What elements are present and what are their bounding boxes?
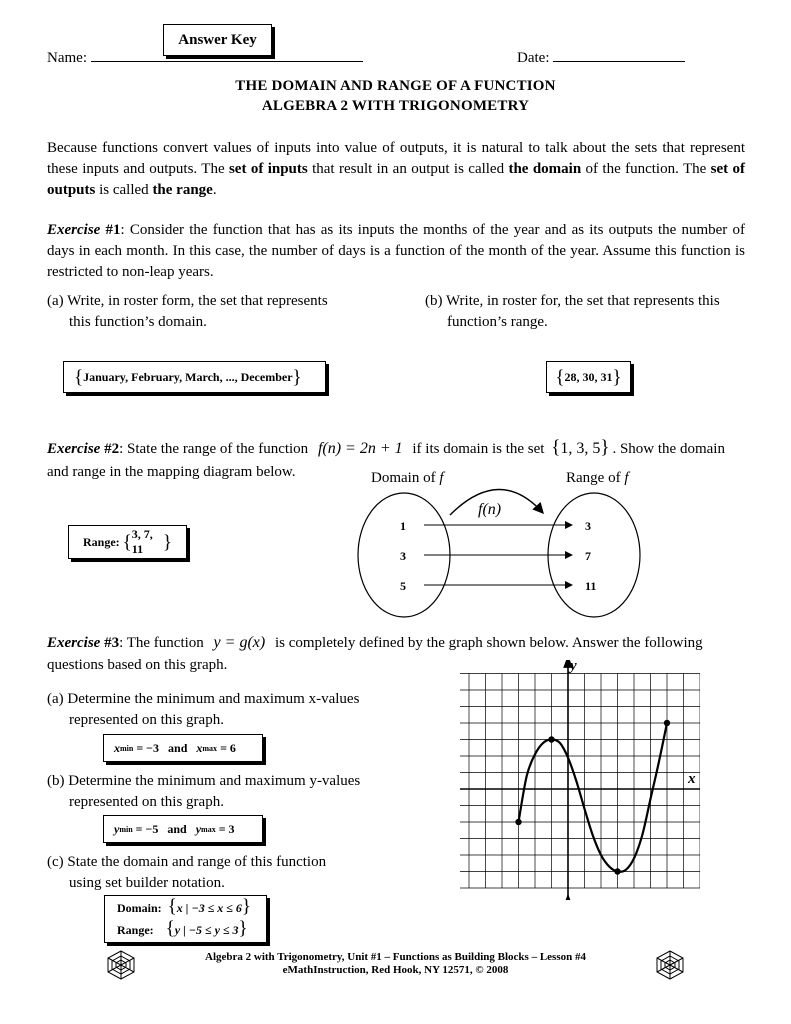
exercise-label: Exercise xyxy=(47,441,101,457)
brace-open: { xyxy=(165,918,175,939)
exercise-text: : Consider the function that has as its inputs the months of the year and as its outputs the number of days in each month. In this case, the number of days is a function of the month of the year. Assume this function is restricted to non-leap years. xyxy=(47,222,745,280)
exercise-3a xyxy=(47,689,359,731)
graph-point xyxy=(664,720,670,726)
graph-point xyxy=(614,868,620,874)
exercise-number: #2 xyxy=(104,441,120,457)
answer-text: January, February, March, ..., December xyxy=(83,369,293,384)
exercise-text: : State the range of the function xyxy=(119,441,309,457)
answer-box-x-range xyxy=(103,734,263,762)
range-set-text: y | −5 ≤ y ≤ 3 xyxy=(174,923,239,937)
exercise-label: Exercise xyxy=(47,635,101,651)
name-line xyxy=(91,47,363,62)
answer-value: = −5 xyxy=(135,821,159,836)
domain-set-text: x | −3 ≤ x ≤ 6 xyxy=(176,901,242,915)
domain-value: 3 xyxy=(400,549,406,563)
domain-label: Domain: xyxy=(117,901,162,915)
brace-open: { xyxy=(167,896,177,917)
range-label: Range: xyxy=(83,534,120,549)
answer-box-domain xyxy=(63,361,326,393)
brace-open: { xyxy=(122,531,132,553)
answer-box-y-range xyxy=(103,815,263,843)
range-value: 3 xyxy=(585,519,591,533)
date-row xyxy=(517,47,685,67)
exercise-3-prompt xyxy=(47,632,703,654)
answer-value: = 3 xyxy=(218,821,235,836)
question-text: (a) Write, in roster form, the set that represents xyxy=(47,293,328,309)
intro-bold: the range xyxy=(152,182,213,198)
question-text: function’s range. xyxy=(447,314,548,330)
exercise-number: #1 xyxy=(105,222,121,238)
question-text: (b) Write, in roster for, the set that represents this xyxy=(425,293,720,309)
brace-close: } xyxy=(292,366,302,388)
intro-text: . xyxy=(212,182,217,198)
range-values: 3, 7, 11 xyxy=(131,527,153,556)
diagram-title-text: Range of xyxy=(566,470,621,486)
function-expression: y = g(x) xyxy=(213,634,266,651)
date-line xyxy=(553,47,685,62)
page-subtitle: ALGEBRA 2 WITH TRIGONOMETRY xyxy=(261,98,530,114)
exercise-3c xyxy=(47,852,372,894)
range-value: 7 xyxy=(585,549,591,563)
y-axis-label: y xyxy=(570,660,577,674)
range-answer-row xyxy=(117,919,248,941)
function-expression: f(n) = 2n + 1 xyxy=(317,440,403,457)
exercise-text: : The function xyxy=(119,635,204,651)
f-letter: f xyxy=(439,470,444,486)
exercise-text: . Show the domain xyxy=(612,441,725,457)
exercise-label: Exercise xyxy=(47,222,101,238)
brace-close: } xyxy=(238,918,248,939)
answer-box-range-2 xyxy=(68,525,187,559)
subscript: min xyxy=(119,824,133,834)
exercise-text: is completely defined by the graph shown below. Answer the following xyxy=(274,635,703,651)
domain-value: 1 xyxy=(400,519,406,533)
answer-box-range xyxy=(546,361,631,393)
question-text: represented on this graph. xyxy=(69,794,224,810)
answer-box-set-builder xyxy=(104,895,267,943)
exercise-number: #3 xyxy=(104,635,120,651)
subscript: max xyxy=(202,743,218,753)
diagram-title-text: Domain of xyxy=(371,470,436,486)
intro-bold: the domain xyxy=(508,161,582,177)
range-value: 11 xyxy=(585,579,597,593)
brace-open: { xyxy=(555,366,565,388)
answer-value: = −3 xyxy=(136,740,160,755)
intro-text: is called xyxy=(95,182,153,198)
var-y: y xyxy=(114,821,120,836)
intro-bold: set of outputs xyxy=(47,161,745,198)
intro-text: Because functions convert values of inputs into value of outputs, it is natural to talk about the sets that represent these inputs and outputs. The xyxy=(47,140,745,177)
mapping-diagram xyxy=(340,480,660,630)
f-letter: f xyxy=(624,470,629,486)
graph-point xyxy=(548,736,554,742)
var-x: x xyxy=(114,740,120,755)
intro-bold: set of inputs xyxy=(228,161,308,177)
exercise-text: if its domain is the set xyxy=(412,441,545,457)
question-text: (a) Determine the minimum and maximum x-values xyxy=(47,691,360,707)
question-text: using set builder notation. xyxy=(69,875,225,891)
brace-close: } xyxy=(612,366,622,388)
graph-point xyxy=(515,819,521,825)
domain-set: {1, 3, 5} xyxy=(551,437,610,458)
answer-key-label: Answer Key xyxy=(178,31,257,48)
subscript: max xyxy=(201,824,216,834)
domain-answer-row xyxy=(117,897,251,919)
exercise-1b xyxy=(425,291,720,333)
and-text: and xyxy=(167,821,187,836)
range-label: Range: xyxy=(117,923,154,937)
subscript: min xyxy=(120,743,134,753)
domain-value: 5 xyxy=(400,579,406,593)
date-label: Date: xyxy=(517,50,550,66)
function-graph xyxy=(460,660,700,900)
question-text: this function’s domain. xyxy=(69,314,207,330)
brace-open: { xyxy=(74,366,84,388)
and-text: and xyxy=(168,740,188,755)
answer-text: 28, 30, 31 xyxy=(564,369,613,384)
exercise-3b xyxy=(47,771,360,813)
name-label: Name: xyxy=(47,50,87,66)
exercise-2-line2: and range in the mapping diagram below. xyxy=(47,464,296,480)
footer-line-2: eMathInstruction, Red Hook, NY 12571, © 2008 xyxy=(282,964,509,976)
x-axis-label: x xyxy=(688,771,696,787)
footer-line-1: Algebra 2 with Trigonometry, Unit #1 – Functions as Building Blocks – Lesson #4 xyxy=(205,951,586,963)
question-text: (c) State the domain and range of this function xyxy=(47,854,327,870)
answer-value: = 6 xyxy=(220,740,236,755)
intro-paragraph xyxy=(47,138,745,201)
set-values: 1, 3, 5 xyxy=(560,440,601,457)
question-text: represented on this graph. xyxy=(69,712,224,728)
intro-text: that result in an output is called xyxy=(307,161,509,177)
name-row xyxy=(47,47,363,67)
var-y: y xyxy=(195,821,202,836)
question-text: (b) Determine the minimum and maximum y-values xyxy=(47,773,361,789)
brace-close: } xyxy=(162,531,172,553)
brace-close: } xyxy=(241,896,252,917)
exercise-1-prompt xyxy=(47,220,745,283)
var-x: x xyxy=(196,740,203,755)
intro-text: of the function. The xyxy=(581,161,711,177)
function-curve xyxy=(519,723,668,872)
exercise-3-line2: questions based on this graph. xyxy=(47,657,228,673)
page-title: THE DOMAIN AND RANGE OF A FUNCTION xyxy=(235,78,556,94)
exercise-2-prompt xyxy=(47,438,725,460)
exercise-1a xyxy=(47,291,328,333)
arc-label: f(n) xyxy=(478,501,502,518)
